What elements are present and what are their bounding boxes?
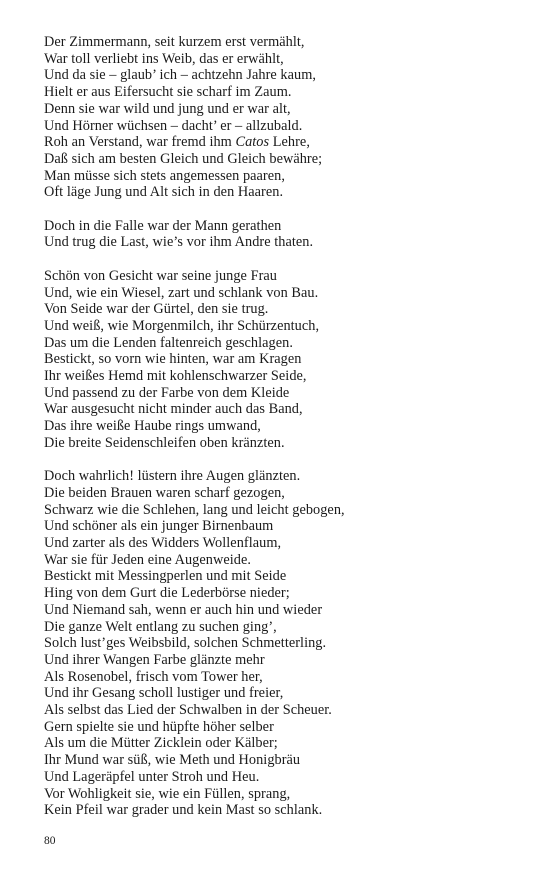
verse-text: Doch in die Falle war der Mann gerathen	[44, 217, 282, 234]
verse-line	[44, 368, 514, 385]
verse-line	[44, 301, 514, 318]
poem-text	[44, 34, 514, 836]
verse-line	[44, 385, 514, 402]
stanza	[44, 218, 514, 251]
stanza	[44, 268, 514, 452]
verse-text: Ihr Mund war süß, wie Meth und Honigbräu	[44, 752, 301, 769]
verse-text: Denn sie war wild und jung und er war alt,	[44, 100, 291, 117]
verse-line	[44, 652, 514, 669]
verse-line	[44, 435, 514, 452]
verse-line	[44, 118, 514, 135]
verse-text: Als selbst das Lied der Schwalben in der Scheuer.	[44, 702, 332, 719]
verse-text: Und, wie ein Wiesel, zart und schlank von Bau.	[44, 284, 319, 301]
verse-text: Und schöner als ein junger Birnenbaum	[44, 518, 274, 535]
verse-text: Man müsse sich stets angemessen paaren,	[44, 167, 285, 184]
verse-line	[44, 786, 514, 803]
verse-line	[44, 468, 514, 485]
verse-text: Als um die Mütter Zicklein oder Kälber;	[44, 735, 278, 752]
stanza	[44, 34, 514, 201]
verse-line	[44, 84, 514, 101]
verse-text: Daß sich am besten Gleich und Gleich bewähre;	[44, 150, 323, 167]
verse-line	[44, 585, 514, 602]
verse-text: Hielt er aus Eifersucht sie scharf im Zaum.	[44, 84, 292, 101]
verse-text: Vor Wohligkeit sie, wie ein Füllen, sprang,	[44, 785, 291, 802]
verse-text: Die breite Seidenschleifen oben kränzten.	[44, 434, 285, 451]
verse-text: Schwarz wie die Schlehen, lang und leicht gebogen,	[44, 501, 345, 518]
verse-text: Und da sie – glaub’ ich – achtzehn Jahre kaum,	[44, 67, 316, 84]
verse-line	[44, 285, 514, 302]
verse-line	[44, 568, 514, 585]
verse-line	[44, 635, 514, 652]
verse-text: Bestickt, so vorn wie hinten, war am Kragen	[44, 351, 302, 368]
verse-line	[44, 168, 514, 185]
verse-line	[44, 502, 514, 519]
verse-line	[44, 351, 514, 368]
verse-text: Als Rosenobel, frisch vom Tower her,	[44, 668, 263, 685]
verse-line	[44, 752, 514, 769]
verse-text: Kein Pfeil war grader und kein Mast so schlank.	[44, 802, 323, 819]
verse-text: Doch wahrlich! lüstern ihre Augen glänzten.	[44, 468, 301, 485]
verse-text: Und Niemand sah, wenn er auch hin und wieder	[44, 601, 323, 618]
italic-name: Catos	[235, 134, 270, 151]
verse-line	[44, 619, 514, 636]
verse-text: Lehre,	[269, 134, 310, 151]
verse-text: Bestickt mit Messingperlen und mit Seide	[44, 568, 287, 585]
verse-line	[44, 67, 514, 84]
verse-line	[44, 134, 514, 151]
verse-line	[44, 685, 514, 702]
verse-text: War sie für Jeden eine Augenweide.	[44, 551, 251, 568]
stanza	[44, 468, 514, 819]
verse-line	[44, 268, 514, 285]
verse-text: Die beiden Brauen waren scharf gezogen,	[44, 484, 285, 501]
verse-text: Das um die Lenden faltenreich geschlagen.	[44, 334, 293, 351]
verse-line	[44, 735, 514, 752]
verse-text: Und zarter als des Widders Wollenflaum,	[44, 535, 282, 552]
verse-line	[44, 151, 514, 168]
verse-line	[44, 552, 514, 569]
verse-line	[44, 535, 514, 552]
verse-text: Und ihr Gesang scholl lustiger und freier,	[44, 685, 284, 702]
verse-line	[44, 335, 514, 352]
verse-text: War ausgesucht nicht minder auch das Band,	[44, 401, 303, 418]
verse-line	[44, 184, 514, 201]
verse-text: Gern spielte sie und hüpfte höher selber	[44, 718, 274, 735]
verse-line	[44, 485, 514, 502]
verse-text: Das ihre weiße Haube rings umwand,	[44, 418, 261, 435]
verse-line	[44, 318, 514, 335]
verse-text: Und passend zu der Farbe von dem Kleide	[44, 384, 290, 401]
verse-text: Die ganze Welt entlang zu suchen ging’,	[44, 618, 277, 635]
verse-line	[44, 418, 514, 435]
verse-line	[44, 669, 514, 686]
page-number: 80	[44, 835, 56, 847]
verse-text: Der Zimmermann, seit kurzem erst vermählt,	[44, 34, 305, 50]
verse-text: Und ihrer Wangen Farbe glänzte mehr	[44, 651, 265, 668]
verse-text: Und weiß, wie Morgenmilch, ihr Schürzentuch,	[44, 317, 320, 334]
verse-text: Ihr weißes Hemd mit kohlenschwarzer Seide,	[44, 368, 307, 385]
verse-line	[44, 51, 514, 68]
verse-line	[44, 401, 514, 418]
verse-text: Und Hörner wüchsen – dacht’ er – allzubald.	[44, 117, 303, 134]
verse-text: Oft läge Jung und Alt sich in den Haaren.	[44, 184, 284, 201]
verse-line	[44, 234, 514, 251]
verse-text: Roh an Verstand, war fremd ihm	[44, 134, 236, 151]
verse-line	[44, 218, 514, 235]
verse-text: Und trug die Last, wie’s vor ihm Andre thaten.	[44, 234, 314, 251]
verse-text: War toll verliebt ins Weib, das er erwählt,	[44, 50, 284, 67]
verse-text: Von Seide war der Gürtel, den sie trug.	[44, 301, 269, 318]
verse-text: Schön von Gesicht war seine junge Frau	[44, 267, 277, 284]
verse-line	[44, 101, 514, 118]
verse-line	[44, 802, 514, 819]
verse-line	[44, 602, 514, 619]
verse-line	[44, 34, 514, 51]
verse-line	[44, 702, 514, 719]
verse-line	[44, 518, 514, 535]
verse-text: Solch lust’ges Weibsbild, solchen Schmetterling.	[44, 635, 327, 652]
verse-line	[44, 719, 514, 736]
verse-text: Hing von dem Gurt die Lederbörse nieder;	[44, 585, 290, 602]
verse-text: Und Lageräpfel unter Stroh und Heu.	[44, 768, 260, 785]
verse-line	[44, 769, 514, 786]
